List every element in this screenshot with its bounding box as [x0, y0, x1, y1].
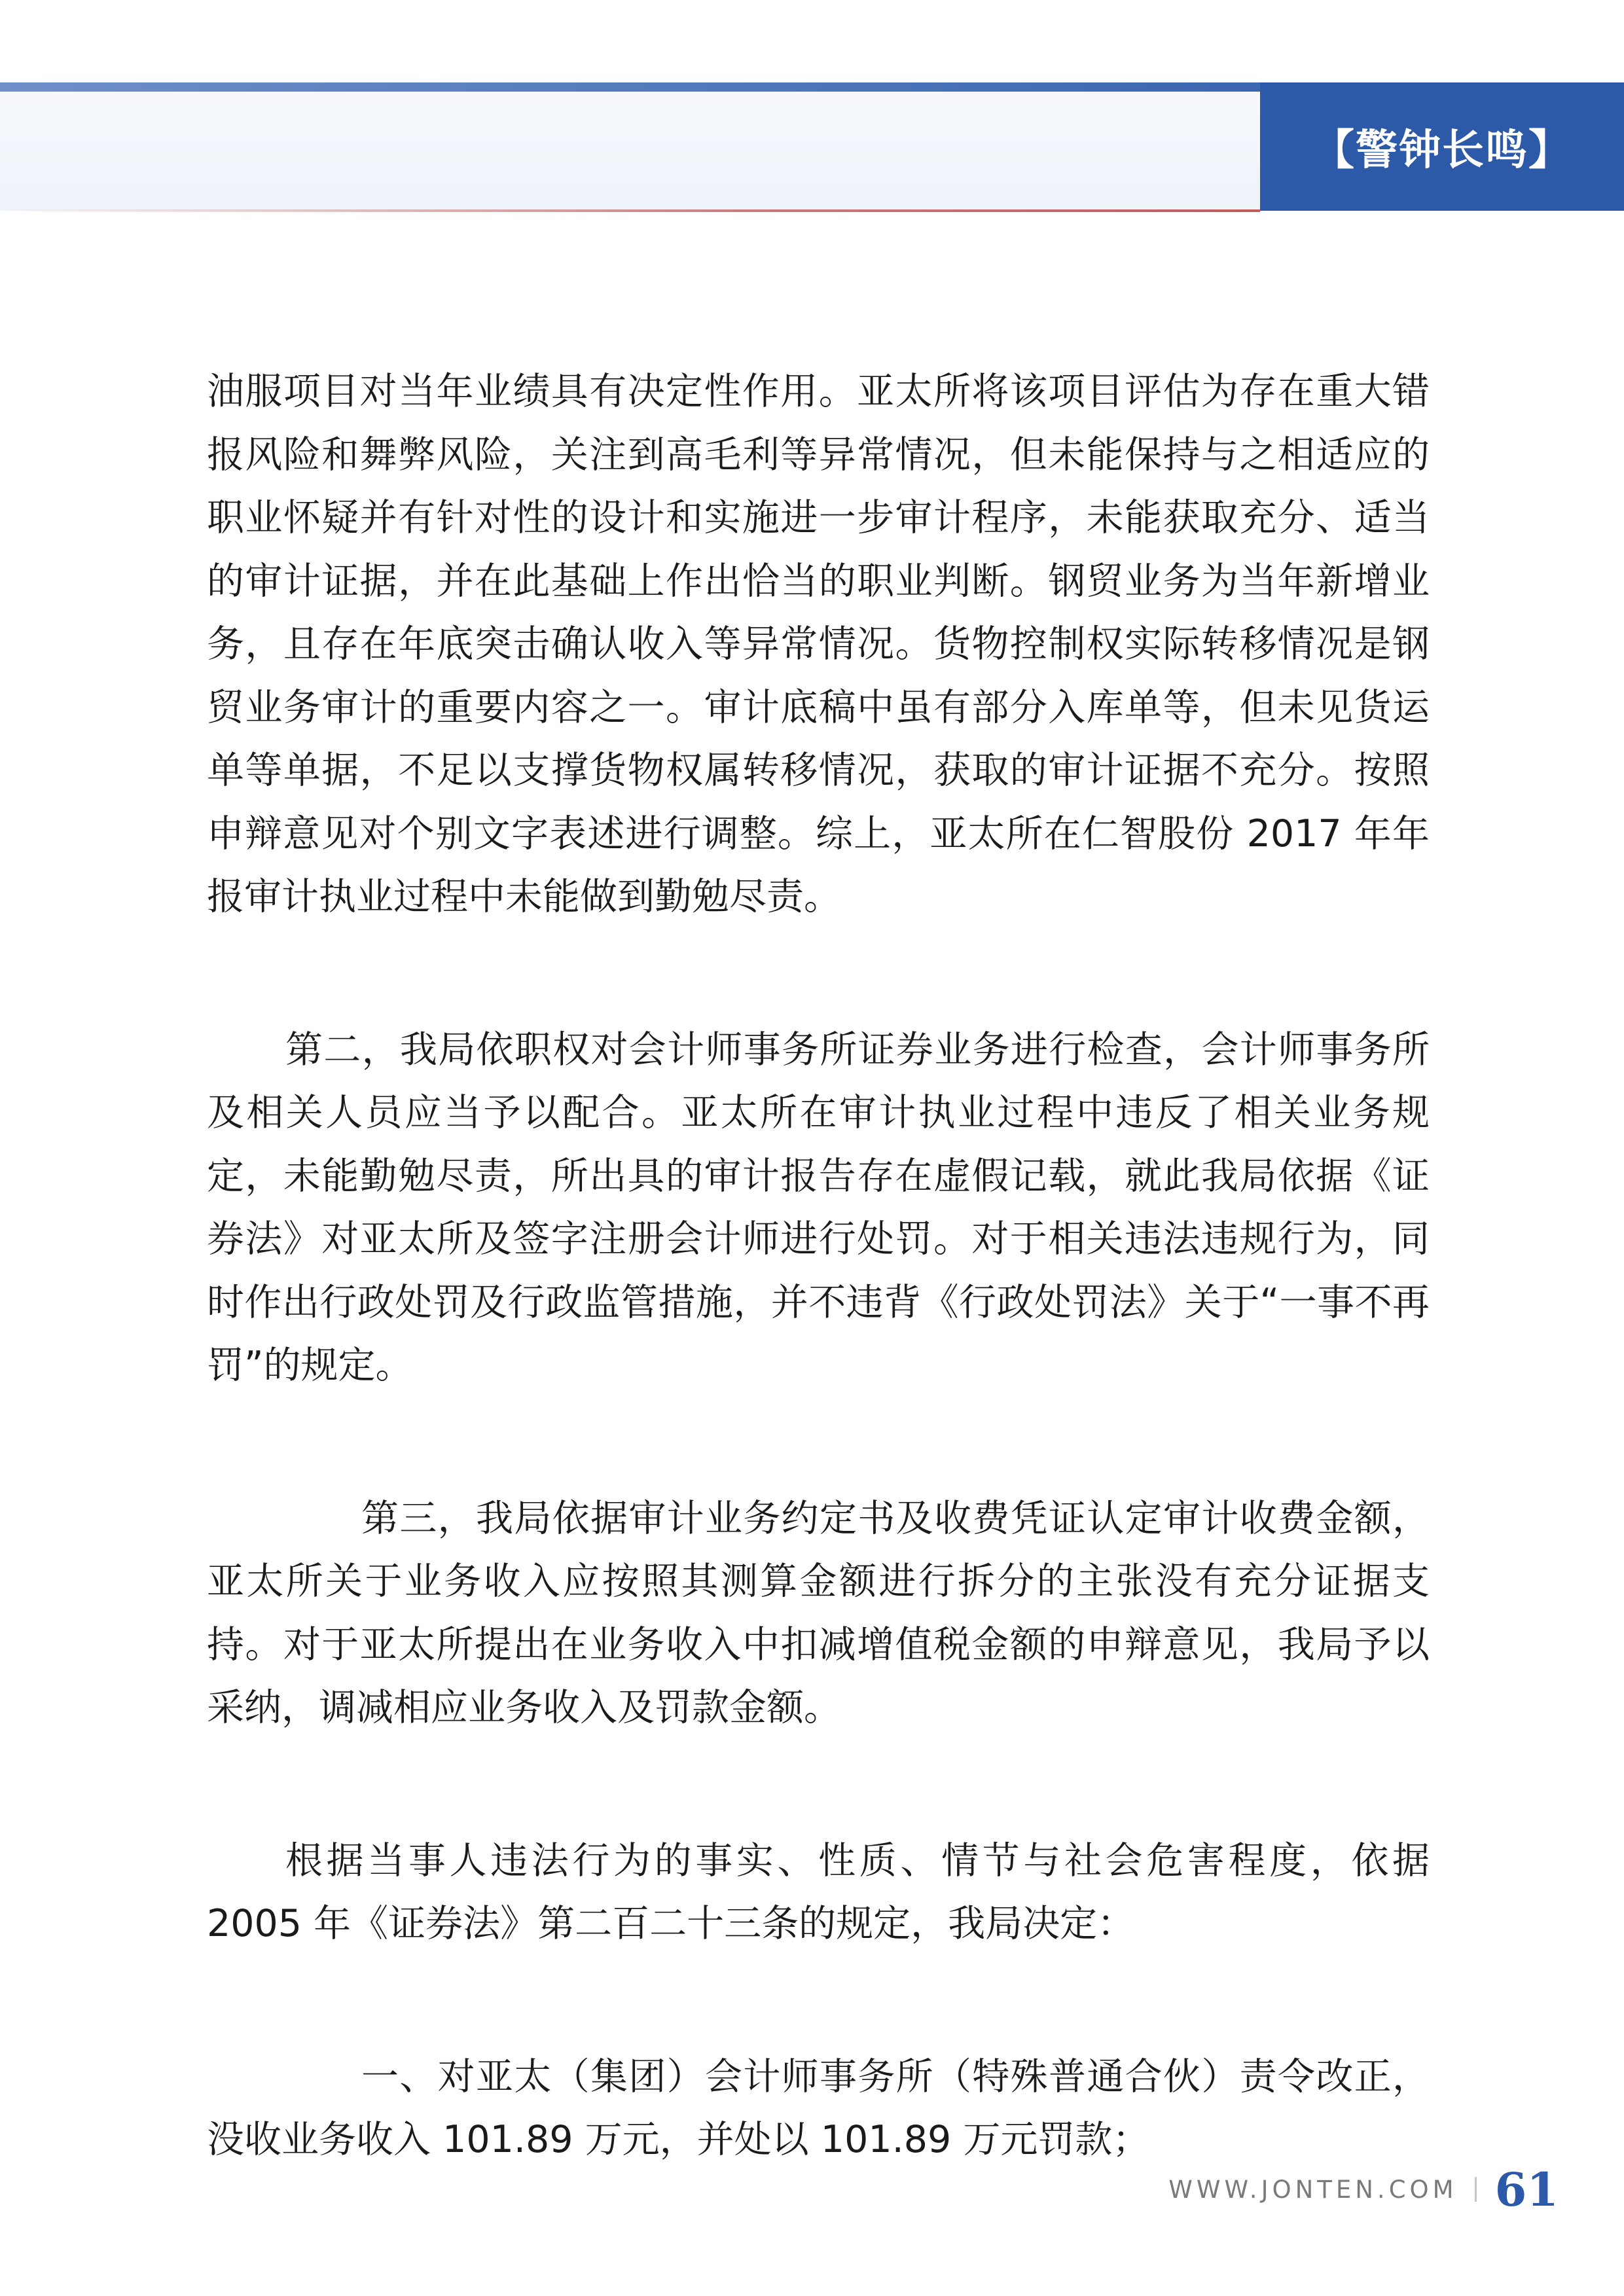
- paragraph-third-point: 第三，我局依据审计业务约定书及收费凭证认定审计收费金额，亚太所关于业务收入应按照其测算金额进行拆分的主张没有充分证据支持。对于亚太所提出在业务收入中扣减增值税金额的申辩意见，我局予以采纳，调减相应业务收入及罚款金额。: [207, 1496, 1430, 1729]
- page-footer: [1168, 2160, 1559, 2219]
- header-top-rule: [0, 82, 1260, 92]
- website-url: WWW.JONTEN.COM: [1168, 2175, 1458, 2204]
- section-tab: [1260, 82, 1624, 211]
- paragraph-continuation: 油服项目对当年业绩具有决定性作用。亚太所将该项目评估为存在重大错报风险和舞弊风险，关注到高毛利等异常情况，但未能保持与之相适应的职业怀疑并有针对性的设计和实施进一步审计程序，未能获取充分、适当的审计证据，并在此基础上作出恰当的职业判断。钢贸业务为当年新增业务，且存在年底突击确认收入等异常情况。货物控制权实际转移情况是钢贸业务审计的重要内容之一。审计底稿中虽有部分入库单等，但未见货运单等单据，不足以支撑货物权属转移情况，获取的审计证据不充分。按照申辩意见对个别文字表述进行调整。综上，亚太所在仁智股份 2017 年年报审计执业过程中未能做到勤勉尽责。: [207, 370, 1430, 918]
- footer-divider: [1475, 2177, 1477, 2202]
- page-number: 61: [1494, 2162, 1559, 2217]
- header-bottom-rule: [0, 209, 1260, 212]
- header-band: [0, 82, 1260, 211]
- paragraph-decision-basis: 根据当事人违法行为的事实、性质、情节与社会危害程度，依据 2005 年《证券法》第二百二十三条的规定，我局决定：: [207, 1839, 1430, 1945]
- paragraph-second-point: 第二，我局依职权对会计师事务所证券业务进行检查，会计师事务所及相关人员应当予以配合。亚太所在审计执业过程中违反了相关业务规定，未能勤勉尽责，所出具的审计报告存在虚假记载，就此我局依据《证券法》对亚太所及签字注册会计师进行处罚。对于相关违法违规行为，同时作出行政处罚及行政监管措施，并不违背《行政处罚法》关于“一事不再罚”的规定。: [207, 1028, 1430, 1387]
- section-title: 【警钟长鸣】: [1312, 126, 1572, 175]
- article-body: [207, 360, 1430, 2172]
- paragraph-decision-item-1: 一、对亚太（集团）会计师事务所（特殊普通合伙）责令改正，没收业务收入 101.89 万元，并处以 101.89 万元罚款；: [207, 2054, 1430, 2161]
